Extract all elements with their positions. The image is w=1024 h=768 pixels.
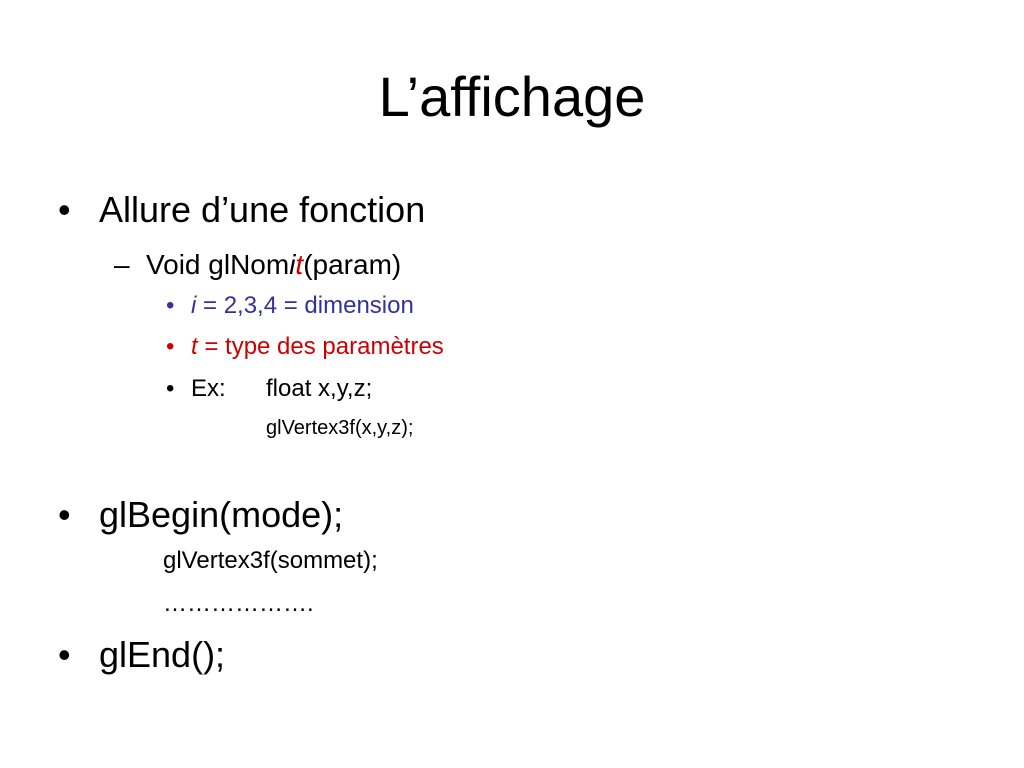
ex-line-1: float x,y,z; — [266, 375, 373, 402]
bullet-dot-icon: • — [166, 292, 175, 319]
void-suffix: (param) — [303, 249, 402, 280]
dash-icon: – — [114, 249, 130, 280]
bullet-dot-icon: • — [58, 494, 71, 535]
glvertex-sommet-text: glVertex3f(sommet); — [163, 547, 378, 574]
bullet-dot-icon: • — [58, 634, 71, 675]
i-rest: = 2,3,4 = dimension — [196, 292, 414, 319]
dots-text: ………………. — [163, 590, 314, 617]
void-t: t — [295, 249, 304, 280]
slide-title: L’affichage — [378, 65, 646, 128]
bullet-dot-icon: • — [166, 375, 175, 402]
void-glnom-line — [146, 248, 401, 282]
bullet-dot-icon: • — [166, 333, 175, 360]
glend-text: glEnd(); — [99, 634, 226, 675]
bullet-allure-text: Allure d’une fonction — [99, 189, 426, 230]
i-dimension-line — [191, 291, 414, 321]
ex-label: Ex: — [191, 375, 226, 402]
bullet-dot-icon: • — [58, 189, 71, 230]
void-prefix: Void glNom — [146, 249, 290, 280]
t-type-line — [191, 332, 444, 362]
i-var: i — [191, 292, 197, 319]
t-var: t — [191, 333, 198, 360]
void-i: i — [289, 249, 296, 280]
t-rest: = type des paramètres — [197, 333, 444, 360]
glbegin-text: glBegin(mode); — [99, 494, 344, 535]
ex-line-2: glVertex3f(x,y,z); — [266, 417, 414, 439]
